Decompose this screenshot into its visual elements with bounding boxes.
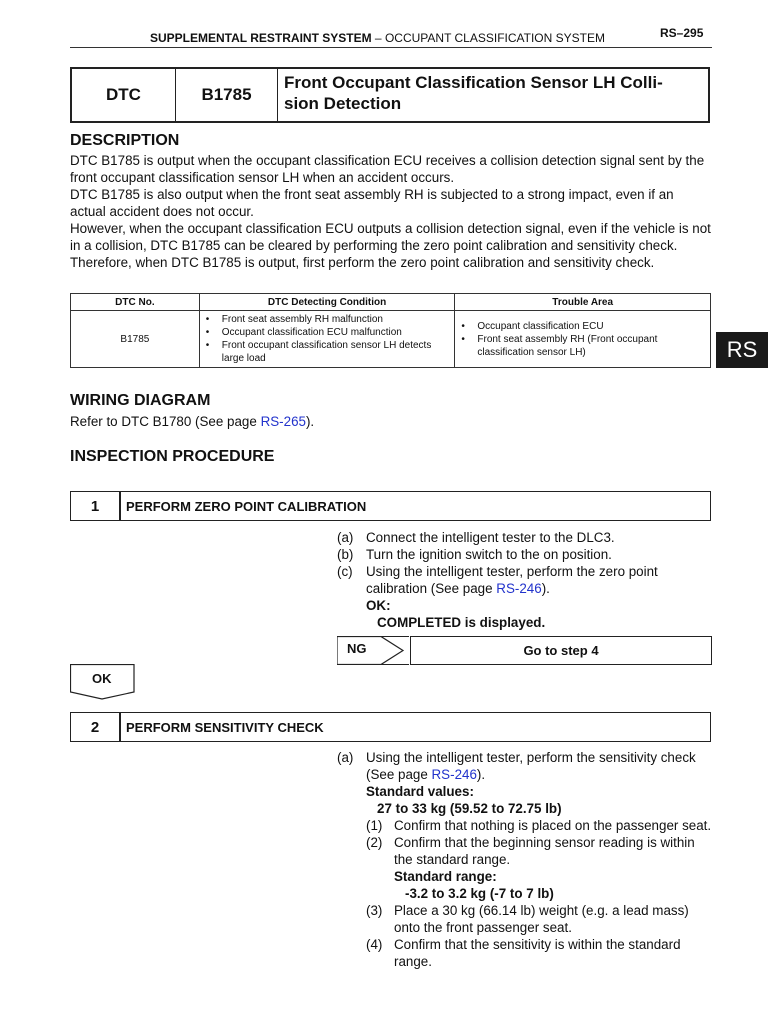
list-item: • Occupant classification ECU: [459, 320, 706, 333]
step-title: PERFORM SENSITIVITY CHECK: [126, 719, 324, 735]
header-separator: –: [374, 31, 382, 45]
item-text: Using the intelligent tester, perform the sensitivity check (See page: [366, 750, 696, 782]
list-item: • Occupant classification ECU malfunction: [204, 326, 451, 339]
table-cell-areas: [455, 311, 711, 368]
step-2-box: [70, 712, 711, 742]
item-text: Using the intelligent tester, perform the zero point calibration (See page: [366, 564, 658, 596]
wiring-text-end: ).: [305, 414, 315, 429]
table-header: DTC No.: [71, 294, 200, 311]
description-paragraph: DTC B1785 is also output when the front seat assembly RH is subjected to a strong impact, even if an actual accident does not occur.: [70, 187, 674, 219]
description-paragraph: Therefore, when DTC B1785 is output, first perform the zero point calibration and sensitivity check.: [70, 255, 655, 270]
table-header: DTC Detecting Condition: [199, 294, 455, 311]
ng-action: Go to step 4: [410, 636, 712, 665]
dtc-title-box: [70, 67, 710, 123]
item-text: Confirm that the sensitivity is within the standard range.: [394, 937, 681, 969]
ok-value: COMPLETED is displayed.: [377, 615, 546, 630]
step-1-box: [70, 491, 711, 521]
list-item: • Front occupant classification sensor LH detects large load: [204, 339, 451, 365]
item-label: (c): [337, 564, 353, 579]
item-label: (3): [366, 903, 383, 918]
wiring-text: [70, 413, 712, 430]
item-label: (2): [366, 835, 383, 850]
table-header: Trouble Area: [455, 294, 711, 311]
wiring-page-link[interactable]: RS-265: [260, 414, 306, 429]
ng-label: NG: [347, 641, 367, 656]
running-header: [150, 31, 605, 45]
description-heading: DESCRIPTION: [70, 132, 180, 149]
item-text: Confirm that the beginning sensor reading is within the standard range.: [394, 835, 695, 867]
ok-arrow: [70, 664, 136, 700]
ok-arrow-label: OK: [92, 671, 112, 686]
item-text: Place a 30 kg (66.14 lb) weight (e.g. a lead mass) onto the front passenger seat.: [394, 903, 689, 935]
table-cell-conditions: [199, 311, 455, 368]
description-paragraph: DTC B1785 is output when the occupant classification ECU receives a collision detection signal sent by the front occupant classification sensor LH when an accident occurs.: [70, 153, 705, 185]
table-cell-dtc: B1785: [71, 311, 200, 368]
standard-values: 27 to 33 kg (59.52 to 72.75 lb): [377, 801, 562, 816]
page-number: RS–295: [660, 26, 704, 40]
description-paragraph: However, when the occupant classification ECU outputs a collision detection signal, even if the vehicle is not in a collision, DTC B1785 can be cleared by performing the zero point calibration and sensitivity check.: [70, 221, 711, 253]
item-label: (1): [366, 818, 383, 833]
ng-branch: [337, 636, 712, 665]
dtc-name: [284, 72, 706, 114]
calibration-page-link[interactable]: RS-246: [496, 581, 542, 596]
header-system: SUPPLEMENTAL RESTRAINT SYSTEM: [150, 31, 372, 45]
dtc-name-line1: Front Occupant Classification Sensor LH Colli-: [284, 73, 663, 92]
list-item: • Front seat assembly RH (Front occupant classification sensor LH): [459, 333, 706, 359]
item-label: (a): [337, 750, 354, 765]
item-text: ).: [476, 767, 486, 782]
header-rule: [70, 47, 712, 48]
item-label: (a): [337, 530, 354, 545]
item-label: (b): [337, 547, 354, 562]
step-number: 2: [71, 713, 121, 741]
item-text: ).: [541, 581, 550, 596]
step-1-instructions: [337, 529, 717, 631]
standard-range-label: Standard range:: [394, 869, 497, 884]
ng-arrow: [337, 636, 409, 665]
sensitivity-page-link[interactable]: RS-246: [431, 767, 477, 782]
item-text: Turn the ignition switch to the on position.: [366, 547, 612, 562]
standard-values-label: Standard values:: [366, 784, 474, 799]
wiring-text-start: Refer to DTC B1780 (See page: [70, 414, 261, 429]
step-2-instructions: [337, 749, 717, 970]
dtc-label: DTC: [72, 69, 176, 121]
dtc-condition-table: [70, 293, 711, 368]
standard-range: -3.2 to 3.2 kg (-7 to 7 lb): [405, 886, 554, 901]
description-body: [70, 152, 712, 271]
dtc-code: B1785: [176, 69, 278, 121]
inspection-heading: INSPECTION PROCEDURE: [70, 448, 275, 465]
list-item: • Front seat assembly RH malfunction: [204, 313, 451, 326]
wiring-heading: WIRING DIAGRAM: [70, 392, 211, 409]
item-label: (4): [366, 937, 383, 952]
dtc-name-line2: sion Detection: [284, 94, 402, 113]
item-text: Confirm that nothing is placed on the passenger seat.: [394, 818, 712, 833]
step-number: 1: [71, 492, 121, 520]
header-subsystem: OCCUPANT CLASSIFICATION SYSTEM: [384, 31, 605, 45]
step-title: PERFORM ZERO POINT CALIBRATION: [126, 498, 367, 514]
ok-label: OK:: [366, 598, 391, 613]
item-text: Connect the intelligent tester to the DLC3.: [366, 530, 615, 545]
section-tab: RS: [716, 332, 768, 368]
